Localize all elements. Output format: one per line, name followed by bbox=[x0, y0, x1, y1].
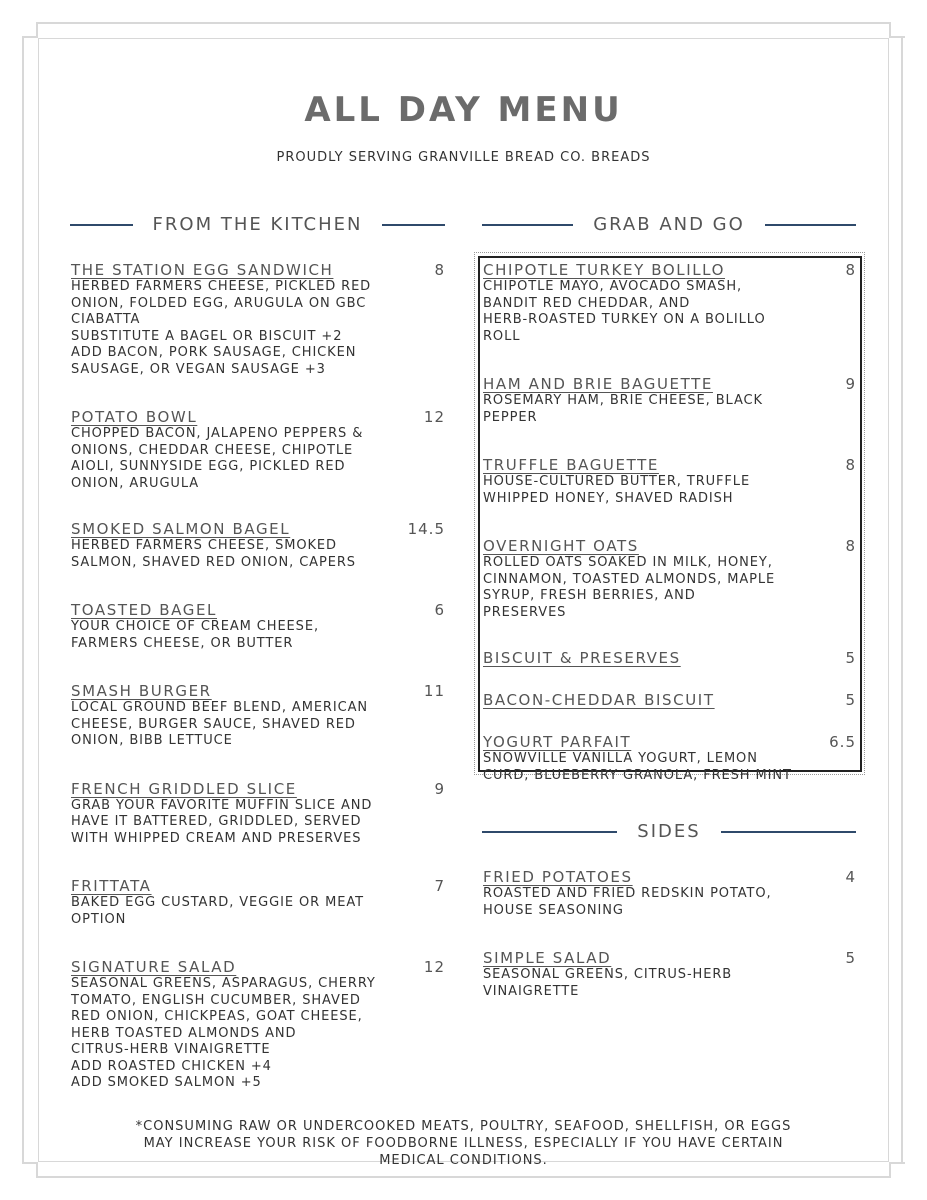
menu-item-description: ROASTED AND FRIED REDSKIN POTATO, bbox=[483, 886, 772, 901]
kitchen-heading bbox=[70, 214, 445, 235]
menu-item-price: 11 bbox=[423, 682, 445, 700]
menu-item bbox=[71, 261, 445, 378]
menu-item-price: 8 bbox=[434, 261, 445, 279]
sides-heading-label: SIDES bbox=[637, 821, 701, 842]
menu-item-price: 5 bbox=[845, 949, 856, 967]
grab-heading-label: GRAB AND GO bbox=[593, 214, 745, 235]
menu-item-description: HERBED FARMERS CHEESE, SMOKED bbox=[71, 538, 337, 553]
frame-corner bbox=[889, 1162, 905, 1178]
menu-item bbox=[71, 408, 445, 492]
menu-item-description: SALMON, SHAVED RED ONION, CAPERS bbox=[71, 554, 356, 570]
menu-item-description: ONION, BIBB LETTUCE bbox=[71, 733, 233, 748]
menu-item-description: BANDIT RED CHEDDAR, AND bbox=[483, 295, 691, 311]
menu-item-name: SIMPLE SALAD bbox=[483, 949, 612, 967]
menu-item bbox=[483, 456, 856, 507]
disclaimer-line: MEDICAL CONDITIONS. bbox=[379, 1153, 548, 1168]
menu-item-header bbox=[71, 877, 445, 895]
menu-item-header bbox=[483, 733, 856, 751]
menu-item-header bbox=[483, 261, 856, 279]
menu-item-description: HOUSE-CULTURED BUTTER, TRUFFLE bbox=[483, 474, 751, 489]
menu-item-name: SIGNATURE SALAD bbox=[71, 958, 237, 976]
menu-item-description: OPTION bbox=[71, 911, 127, 927]
allergy-disclaimer bbox=[60, 1118, 867, 1169]
disclaimer-line: MAY INCREASE YOUR RISK OF FOODBORNE ILLNESS, ESPECIALLY IF YOU HAVE CERTAIN bbox=[143, 1136, 784, 1151]
menu-item-description: CURD, BLUEBERRY GRANOLA, FRESH MINT bbox=[483, 767, 792, 783]
frame-corner bbox=[22, 1162, 38, 1178]
menu-item bbox=[483, 691, 856, 709]
menu-item-price: 5 bbox=[845, 691, 856, 709]
menu-item-description: ROSEMARY HAM, BRIE CHEESE, BLACK bbox=[483, 393, 763, 408]
menu-item-description: CITRUS-HERB VINAIGRETTE bbox=[71, 1042, 271, 1057]
menu-item-description: FARMERS CHEESE, OR BUTTER bbox=[71, 635, 294, 651]
frame-corner bbox=[889, 22, 905, 38]
menu-item-description: CINNAMON, TOASTED ALMONDS, MAPLE bbox=[483, 571, 776, 587]
menu-item-header bbox=[483, 649, 856, 667]
menu-item-header bbox=[483, 949, 856, 967]
grab-column bbox=[483, 261, 856, 784]
menu-item-header bbox=[71, 261, 445, 279]
menu-item-description: SNOWVILLE VANILLA YOGURT, LEMON bbox=[483, 751, 758, 766]
menu-item-name: THE STATION EGG SANDWICH bbox=[71, 261, 334, 279]
menu-item-name: BISCUIT & PRESERVES bbox=[483, 649, 681, 667]
menu-item-description: YOUR CHOICE OF CREAM CHEESE, bbox=[71, 619, 319, 634]
menu-item-description: HERB-ROASTED TURKEY ON A BOLILLO bbox=[483, 312, 766, 327]
menu-item-description: ONION, ARUGULA bbox=[71, 475, 200, 491]
menu-item-description: GRAB YOUR FAVORITE MUFFIN SLICE AND bbox=[71, 797, 373, 813]
menu-item-name: BACON-CHEDDAR BISCUIT bbox=[483, 691, 715, 709]
menu-item-description: LOCAL GROUND BEEF BLEND, AMERICAN bbox=[71, 700, 368, 715]
menu-subtitle: PROUDLY SERVING GRANVILLE BREAD CO. BREADS bbox=[276, 150, 651, 165]
menu-item-header bbox=[71, 682, 445, 700]
menu-item-price: 8 bbox=[845, 537, 856, 555]
menu-item-description: ONIONS, CHEDDAR CHEESE, CHIPOTLE bbox=[71, 442, 354, 458]
menu-item-description: WITH WHIPPED CREAM AND PRESERVES bbox=[71, 830, 362, 846]
menu-item-name: CHIPOTLE TURKEY BOLILLO bbox=[483, 261, 726, 279]
menu-item bbox=[71, 682, 445, 750]
menu-item-price: 9 bbox=[434, 779, 445, 798]
menu-title: ALL DAY MENU bbox=[304, 90, 623, 130]
menu-item-description: RED ONION, CHICKPEAS, GOAT CHEESE, bbox=[71, 1009, 363, 1024]
disclaimer-line: *CONSUMING RAW OR UNDERCOOKED MEATS, POULTRY, SEAFOOD, SHELLFISH, OR EGGS bbox=[135, 1119, 792, 1134]
menu-item-description: CHEESE, BURGER SAUCE, SHAVED RED bbox=[71, 716, 356, 732]
menu-item bbox=[71, 877, 445, 928]
menu-item bbox=[71, 780, 445, 848]
menu-item-header bbox=[483, 375, 856, 393]
menu-item-description: PEPPER bbox=[483, 409, 538, 425]
menu-item-header bbox=[71, 408, 445, 426]
menu-item-description: BAKED EGG CUSTARD, VEGGIE OR MEAT bbox=[71, 895, 364, 910]
menu-item bbox=[483, 949, 856, 1000]
divider-line bbox=[382, 224, 445, 226]
menu-item-name: SMOKED SALMON BAGEL bbox=[71, 520, 291, 538]
divider-line bbox=[70, 224, 133, 226]
menu-item-name: FRENCH GRIDDLED SLICE bbox=[71, 779, 297, 798]
menu-item bbox=[483, 261, 856, 345]
menu-item-price: 4 bbox=[845, 868, 856, 886]
menu-item-description: SEASONAL GREENS, CITRUS-HERB bbox=[483, 967, 733, 982]
divider-line bbox=[765, 224, 856, 226]
menu-item-header bbox=[483, 868, 856, 886]
menu-item-name: HAM AND BRIE BAGUETTE bbox=[483, 375, 713, 393]
menu-item-description: HOUSE SEASONING bbox=[483, 902, 624, 918]
divider-line bbox=[482, 831, 617, 833]
menu-item bbox=[71, 958, 445, 1092]
menu-item-description: HERB TOASTED ALMONDS AND bbox=[71, 1025, 297, 1041]
menu-item-header bbox=[71, 780, 445, 798]
menu-item-name: TRUFFLE BAGUETTE bbox=[483, 456, 659, 474]
menu-item-description: ADD BACON, PORK SAUSAGE, CHICKEN bbox=[71, 345, 357, 360]
menu-item-price: 14.5 bbox=[407, 520, 445, 538]
menu-item-name: TOASTED BAGEL bbox=[71, 601, 217, 619]
menu-item-description: CIABATTA bbox=[71, 312, 141, 327]
menu-item-header bbox=[71, 958, 445, 976]
menu-item-name: YOGURT PARFAIT bbox=[483, 733, 632, 751]
menu-item-description: CHOPPED BACON, JALAPENO PEPPERS & bbox=[71, 426, 364, 441]
menu-item-price: 6 bbox=[434, 601, 445, 619]
menu-item-price: 8 bbox=[845, 261, 856, 279]
kitchen-column bbox=[71, 261, 445, 1092]
menu-item-description: ADD ROASTED CHICKEN +4 bbox=[71, 1058, 272, 1074]
menu-item-description: SUBSTITUTE A BAGEL OR BISCUIT +2 bbox=[71, 328, 343, 344]
menu-item-description: WHIPPED HONEY, SHAVED RADISH bbox=[483, 490, 734, 506]
menu-item-description: PRESERVES bbox=[483, 604, 567, 620]
menu-item bbox=[71, 520, 445, 571]
menu-item-price: 7 bbox=[434, 877, 445, 895]
menu-item-description: CHIPOTLE MAYO, AVOCADO SMASH, bbox=[483, 279, 743, 294]
menu-item-description: HAVE IT BATTERED, GRIDDLED, SERVED bbox=[71, 814, 362, 829]
menu-item-price: 12 bbox=[423, 958, 445, 976]
sides-heading bbox=[482, 821, 856, 842]
menu-item-header bbox=[71, 601, 445, 619]
divider-line bbox=[721, 831, 856, 833]
divider-line bbox=[482, 224, 573, 226]
menu-item-header bbox=[483, 691, 856, 709]
menu-item-description: ADD SMOKED SALMON +5 bbox=[71, 1075, 262, 1090]
menu-item-description: HERBED FARMERS CHEESE, PICKLED RED bbox=[71, 279, 372, 294]
menu-item-header bbox=[71, 520, 445, 538]
sides-column bbox=[483, 868, 856, 1000]
menu-item-header bbox=[483, 537, 856, 555]
menu-item-description: ONION, FOLDED EGG, ARUGULA ON GBC bbox=[71, 295, 367, 311]
menu-item-price: 5 bbox=[845, 649, 856, 667]
menu-item-price: 12 bbox=[423, 408, 445, 426]
menu-item-description: TOMATO, ENGLISH CUCUMBER, SHAVED bbox=[71, 992, 361, 1008]
menu-item-header bbox=[483, 456, 856, 474]
menu-item-description: ROLLED OATS SOAKED IN MILK, HONEY, bbox=[483, 555, 773, 570]
menu-item bbox=[483, 537, 856, 621]
menu-item-description: SYRUP, FRESH BERRIES, AND bbox=[483, 588, 696, 603]
menu-item-price: 6.5 bbox=[829, 733, 856, 751]
menu-item-description: SEASONAL GREENS, ASPARAGUS, CHERRY bbox=[71, 976, 376, 991]
menu-item-name: POTATO BOWL bbox=[71, 408, 198, 426]
menu-item-description: SAUSAGE, OR VEGAN SAUSAGE +3 bbox=[71, 361, 326, 377]
menu-item-description: AIOLI, SUNNYSIDE EGG, PICKLED RED bbox=[71, 459, 346, 474]
menu-item-price: 8 bbox=[845, 456, 856, 474]
menu-item bbox=[483, 868, 856, 919]
menu-item-price: 9 bbox=[845, 375, 856, 393]
menu-item bbox=[71, 601, 445, 652]
menu-item-description: VINAIGRETTE bbox=[483, 983, 580, 999]
frame-corner bbox=[22, 22, 38, 38]
menu-item-name: FRITTATA bbox=[71, 877, 152, 895]
grab-heading bbox=[482, 214, 856, 235]
kitchen-heading-label: FROM THE KITCHEN bbox=[152, 214, 363, 235]
menu-item bbox=[483, 733, 856, 784]
menu-item-description: ROLL bbox=[483, 328, 521, 344]
menu-item bbox=[483, 649, 856, 667]
menu-item bbox=[483, 375, 856, 426]
menu-item-name: OVERNIGHT OATS bbox=[483, 537, 639, 555]
menu-item-name: SMASH BURGER bbox=[71, 682, 212, 700]
menu-item-name: FRIED POTATOES bbox=[483, 868, 633, 886]
